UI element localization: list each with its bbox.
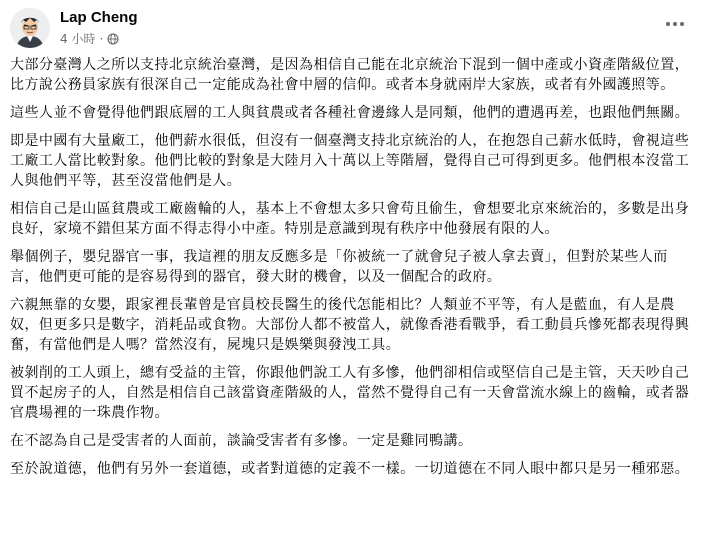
post-paragraph: 這些人並不會覺得他們跟底層的工人與貧農或者各種社會邊緣人是同類，他們的遭遇再差，也跟他們無關。 [10, 105, 690, 121]
post-meta [60, 30, 119, 47]
post-paragraph: 即是中國有大量廠工，他們薪水很低，但沒有一個臺灣支持北京統治的人，在抱怨自己薪水低時，會視這些工廠工人當比較對象。他們比較的對象是大陸月入十萬以上等階層，覺得自己可得到更多。他們根本沒當工人與他們平等，甚至沒當他們是人。 [10, 133, 690, 189]
author-avatar[interactable] [10, 8, 50, 48]
more-dot-icon [666, 22, 670, 26]
more-options-button[interactable] [662, 14, 688, 34]
post-paragraph: 舉個例子，嬰兒器官一事，我這裡的朋友反應多是「你被統一了就會兒子被人拿去賣」，但對於某些人而言，他們更可能的是容易得到的器官，發大財的機會，以及一個配合的政府。 [10, 249, 668, 285]
meta-separator: · [99, 31, 104, 46]
post-paragraph: 至於說道德，他們有另外一套道德，或者對道德的定義不一樣。一切道德在不同人眼中都只是另一種邪惡。 [10, 461, 690, 477]
post-paragraph: 大部分臺灣人之所以支持北京統治臺灣，是因為相信自己能在北京統治下混到一個中產或小資產階級位置，比方說公務員家族有很深自己一定能成為社會中層的信仰。或者本身就兩岸大家族，或者有外國護照等。 [10, 57, 690, 93]
avatar-illustration [10, 8, 50, 48]
post-paragraph: 六親無靠的女嬰，跟家裡長輩曾是官員校長醫生的後代怎能相比？人類並不平等，有人是藍血，有人是農奴，但更多只是數字，消耗品或食物。大部份人都不被當人，就像香港看戰爭，看工動員兵慘死都表現得興奮，有當他們是人嗎？當然沒有，屍塊只是娛樂與發洩工具。 [10, 297, 690, 353]
post-paragraph: 被剝削的工人頭上，總有受益的主管，你跟他們說工人有多慘，他們卻相信或堅信自己是主管，天天吵自己買不起房子的人，自然是相信自己該當資產階級的人，當然不覺得自己有一天會當流水線上的齒輪，或者器官農場裡的一珠農作物。 [10, 365, 690, 421]
post-timestamp[interactable]: 4 小時 [60, 32, 96, 46]
globe-icon[interactable] [107, 33, 119, 45]
post-paragraph: 在不認為自己是受害者的人面前，談論受害者有多慘。一定是雞同鴨講。 [10, 433, 473, 449]
more-dot-icon [673, 22, 677, 26]
post-header [10, 8, 692, 48]
post-paragraph: 相信自己是山區貧農或工廠齒輪的人，基本上不會想太多只會苟且偷生，會想要北京來統治的，多數是出身良好，家境不錯但某方面不得志得小中產。特別是意識到現有秩序中他發展有限的人。 [10, 201, 690, 237]
more-dot-icon [680, 22, 684, 26]
author-name[interactable]: Lap Cheng [60, 9, 138, 26]
post-text [10, 55, 690, 487]
